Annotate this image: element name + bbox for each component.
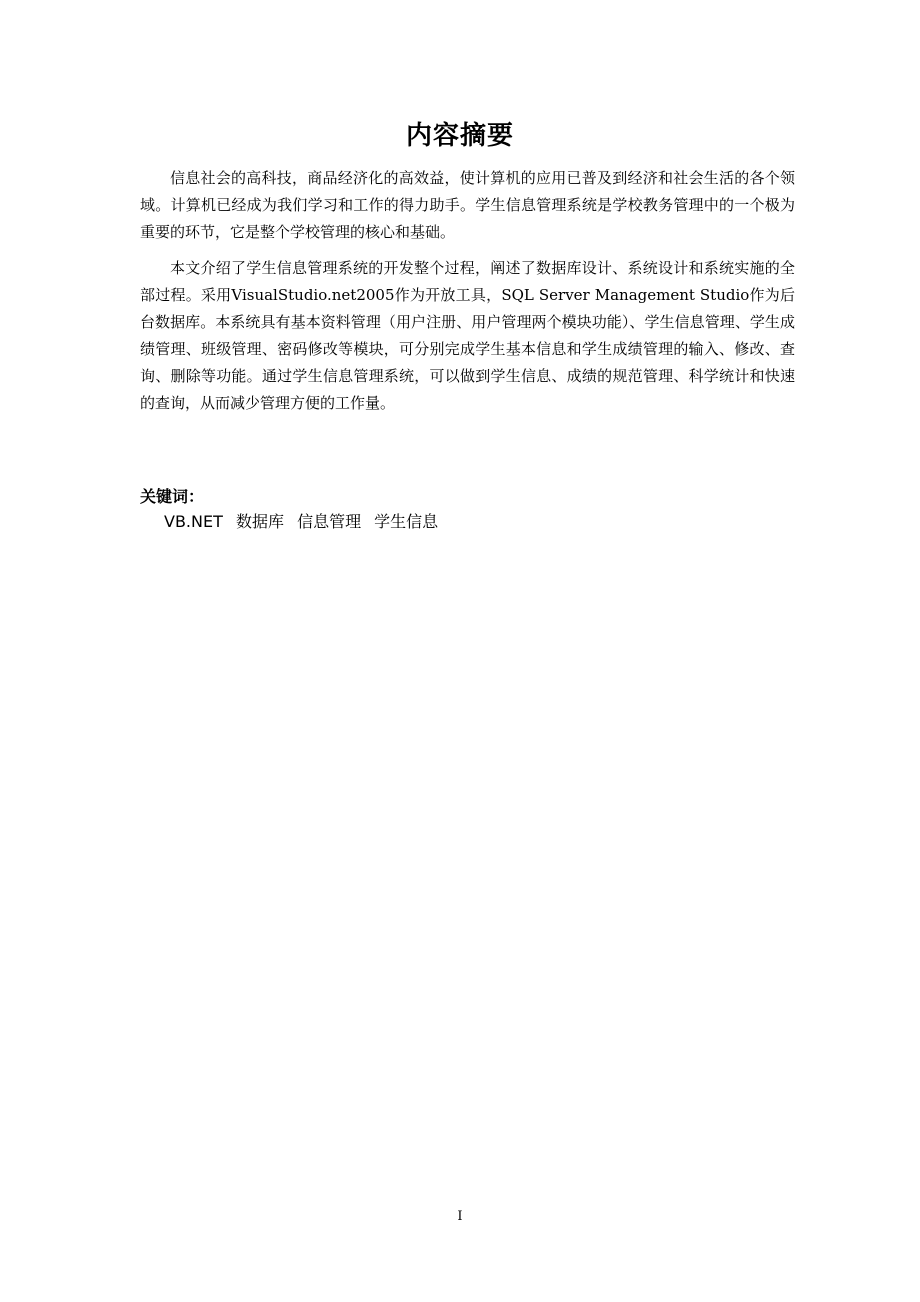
- keyword: 信息管理: [297, 512, 362, 531]
- page-number: I: [457, 1209, 463, 1224]
- page-title: 内容摘要: [405, 121, 514, 151]
- keyword: 数据库: [235, 512, 284, 531]
- keyword: VB.NET: [164, 512, 223, 531]
- keywords-list: [164, 509, 446, 535]
- keyword: 学生信息: [374, 512, 439, 531]
- keywords-label: 关键词：: [140, 487, 205, 506]
- abstract-paragraph: 信息社会的高科技，商品经济化的高效益，使计算机的应用已普及到经济和社会生活的各个领域。计算机已经成为我们学习和工作的得力助手。学生信息管理系统是学校教务管理中的一个极为重要的环节，它是整个学校管理的核心和基础。: [140, 169, 795, 241]
- abstract-paragraph: 本文介绍了学生信息管理系统的开发整个过程，阐述了数据库设计、系统设计和系统实施的全部过程。采用VisualStudio.net2005作为开放工具，SQL Server Management Studio作为后台数据库。本系统具有基本资料管理（用户注册、用户管理两个模块功能）、学生信息管理、学生成绩管理、班级管理、密码修改等模块，可分别完成学生基本信息和学生成绩管理的输入、修改、查询、删除等功能。通过学生信息管理系统，可以做到学生信息、成绩的规范管理、科学统计和快速的查询，从而减少管理方便的工作量。: [140, 259, 795, 412]
- abstract-body: [140, 165, 795, 426]
